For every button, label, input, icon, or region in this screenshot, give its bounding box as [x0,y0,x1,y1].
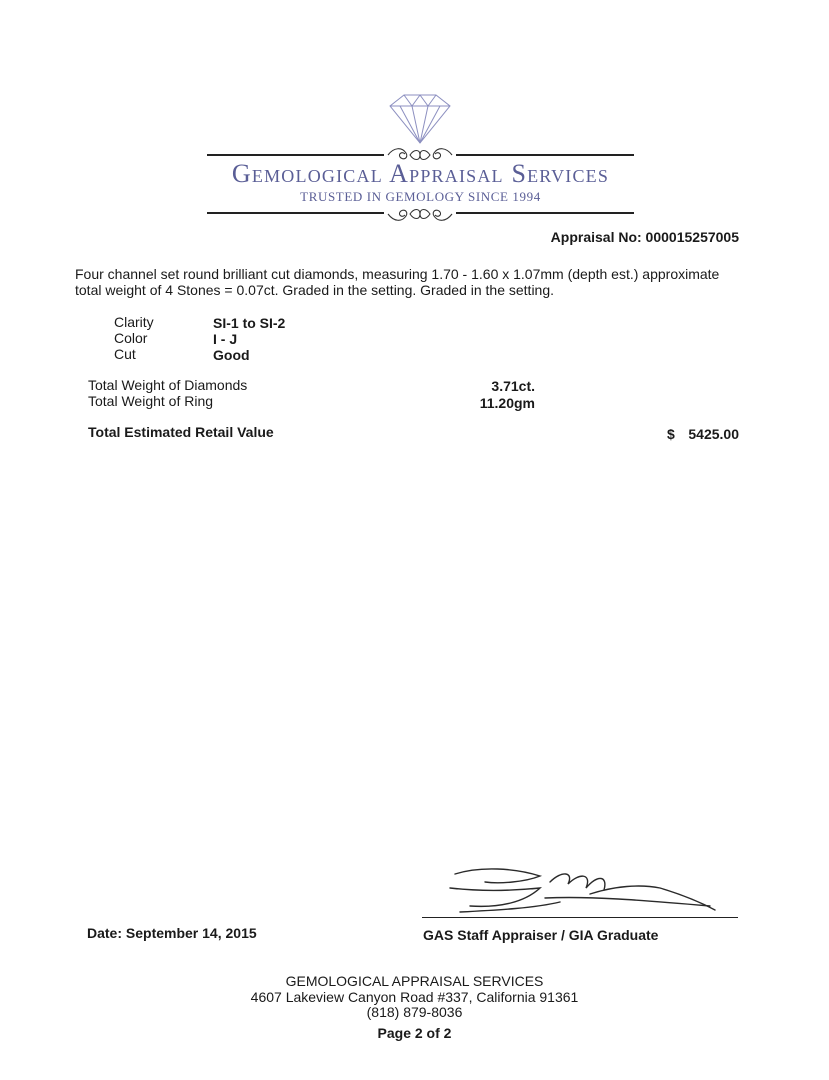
weight-label-diamonds: Total Weight of Diamonds [88,377,248,393]
weight-value-ring: 11.20gm [479,395,535,411]
signature-line [422,917,738,918]
currency-symbol: $ [667,426,675,442]
footer-company: GEMOLOGICAL APPRAISAL SERVICES [285,973,544,989]
total-value-label: Total Estimated Retail Value [88,424,274,440]
footer-phone: (818) 879-8036 [366,1004,463,1020]
weight-label-ring: Total Weight of Ring [88,393,214,409]
appraisal-number: Appraisal No: 000015257005 [550,229,739,245]
weight-value-diamonds: 3.71ct. [491,378,535,394]
item-description: Four channel set round brilliant cut diamonds, measuring 1.70 - 1.60 x 1.07mm (depth est.) approximate total weight of 4 Stones = 0.07ct. Graded in the setting. Graded in the setting. [75,266,720,298]
spec-label-clarity: Clarity [114,314,154,330]
total-value-amount: 5425.00 [688,426,739,442]
spec-value-clarity: SI-1 to SI-2 [213,315,286,331]
spec-value-cut: Good [213,347,250,363]
spec-value-color: I - J [213,331,238,347]
company-name: Gemological Appraisal Services [231,159,610,188]
page-number: Page 2 of 2 [377,1025,452,1041]
spec-label-color: Color [114,330,148,346]
diamond-logo-icon [380,92,460,146]
appraisal-date: Date: September 14, 2015 [87,925,257,941]
appraiser-title: GAS Staff Appraiser / GIA Graduate [423,927,659,943]
footer-address: 4607 Lakeview Canyon Road #337, California 91361 [250,989,579,1005]
spec-label-cut: Cut [114,346,136,362]
flourish-ornament-icon [384,204,456,224]
appraiser-signature [440,862,730,918]
company-tagline: TRUSTED IN GEMOLOGY SINCE 1994 [300,189,541,204]
